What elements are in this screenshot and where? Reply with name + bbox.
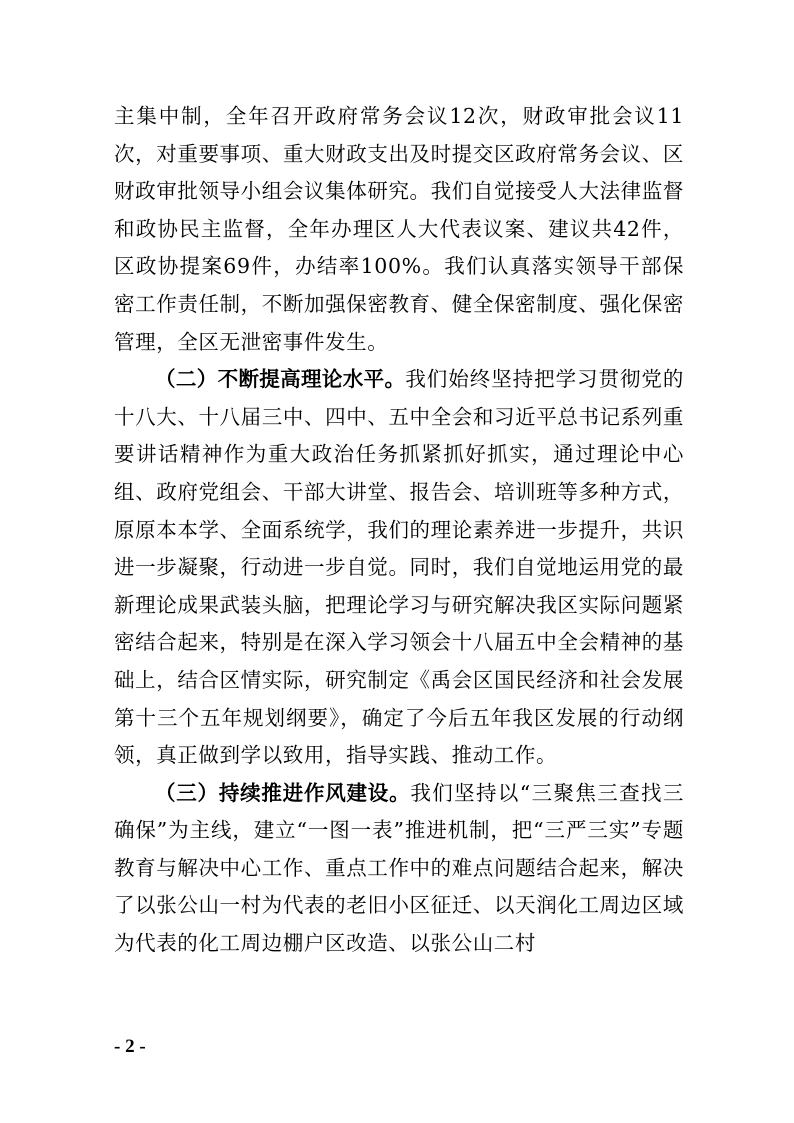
paragraph-1-text: 主集中制，全年召开政府常务会议12次，财政审批会议11次，对重要事项、重大财政支出及时提交区政府常务会议、区财政审批领导小组会议集体研究。我们自觉接受人大法律监督和政协民主监督，全年办理区人大代表议案、建议共42件，区政协提案69件，办结率100%。我们认真落实领导干部保密工作责任制，不断加强保密教育、健全保密制度、强化保密管理，全区无泄密事件发生。 [114, 104, 684, 354]
paragraph-3 [114, 775, 684, 963]
paragraph-2-heading: （二）不断提高理论水平。 [155, 367, 406, 392]
page-number: - 2 - [114, 1036, 146, 1057]
body-text [114, 98, 684, 963]
paragraph-3-text: 我们坚持以“三聚焦三查找三确保”为主线，建立“一图一表”推进机制，把“三严三实”专题教育与解决中心工作、重点工作中的难点问题结合起来，解决了以张公山一村为代表的老旧小区征迁、以天润化工周边区域为代表的化工周边棚户区改造、以张公山二村 [114, 780, 684, 956]
paragraph-1 [114, 98, 684, 361]
paragraph-2 [114, 361, 684, 775]
paragraph-3-heading: （三）持续推进作风建设。 [155, 780, 411, 805]
paragraph-2-text: 我们始终坚持把学习贯彻党的十八大、十八届三中、四中、五中全会和习近平总书记系列重要讲话精神作为重大政治任务抓紧抓好抓实，通过理论中心组、政府党组会、干部大讲堂、报告会、培训班等多种方式，原原本本学、全面系统学，我们的理论素养进一步提升，共识进一步凝聚，行动进一步自觉。同时，我们自觉地运用党的最新理论成果武装头脑，把理论学习与研究解决我区实际问题紧密结合起来，特别是在深入学习领会十八届五中全会精神的基础上，结合区情实际，研究制定《禹会区国民经济和社会发展第十三个五年规划纲要》，确定了今后五年我区发展的行动纲领，真正做到学以致用，指导实践、推动工作。 [114, 367, 684, 768]
